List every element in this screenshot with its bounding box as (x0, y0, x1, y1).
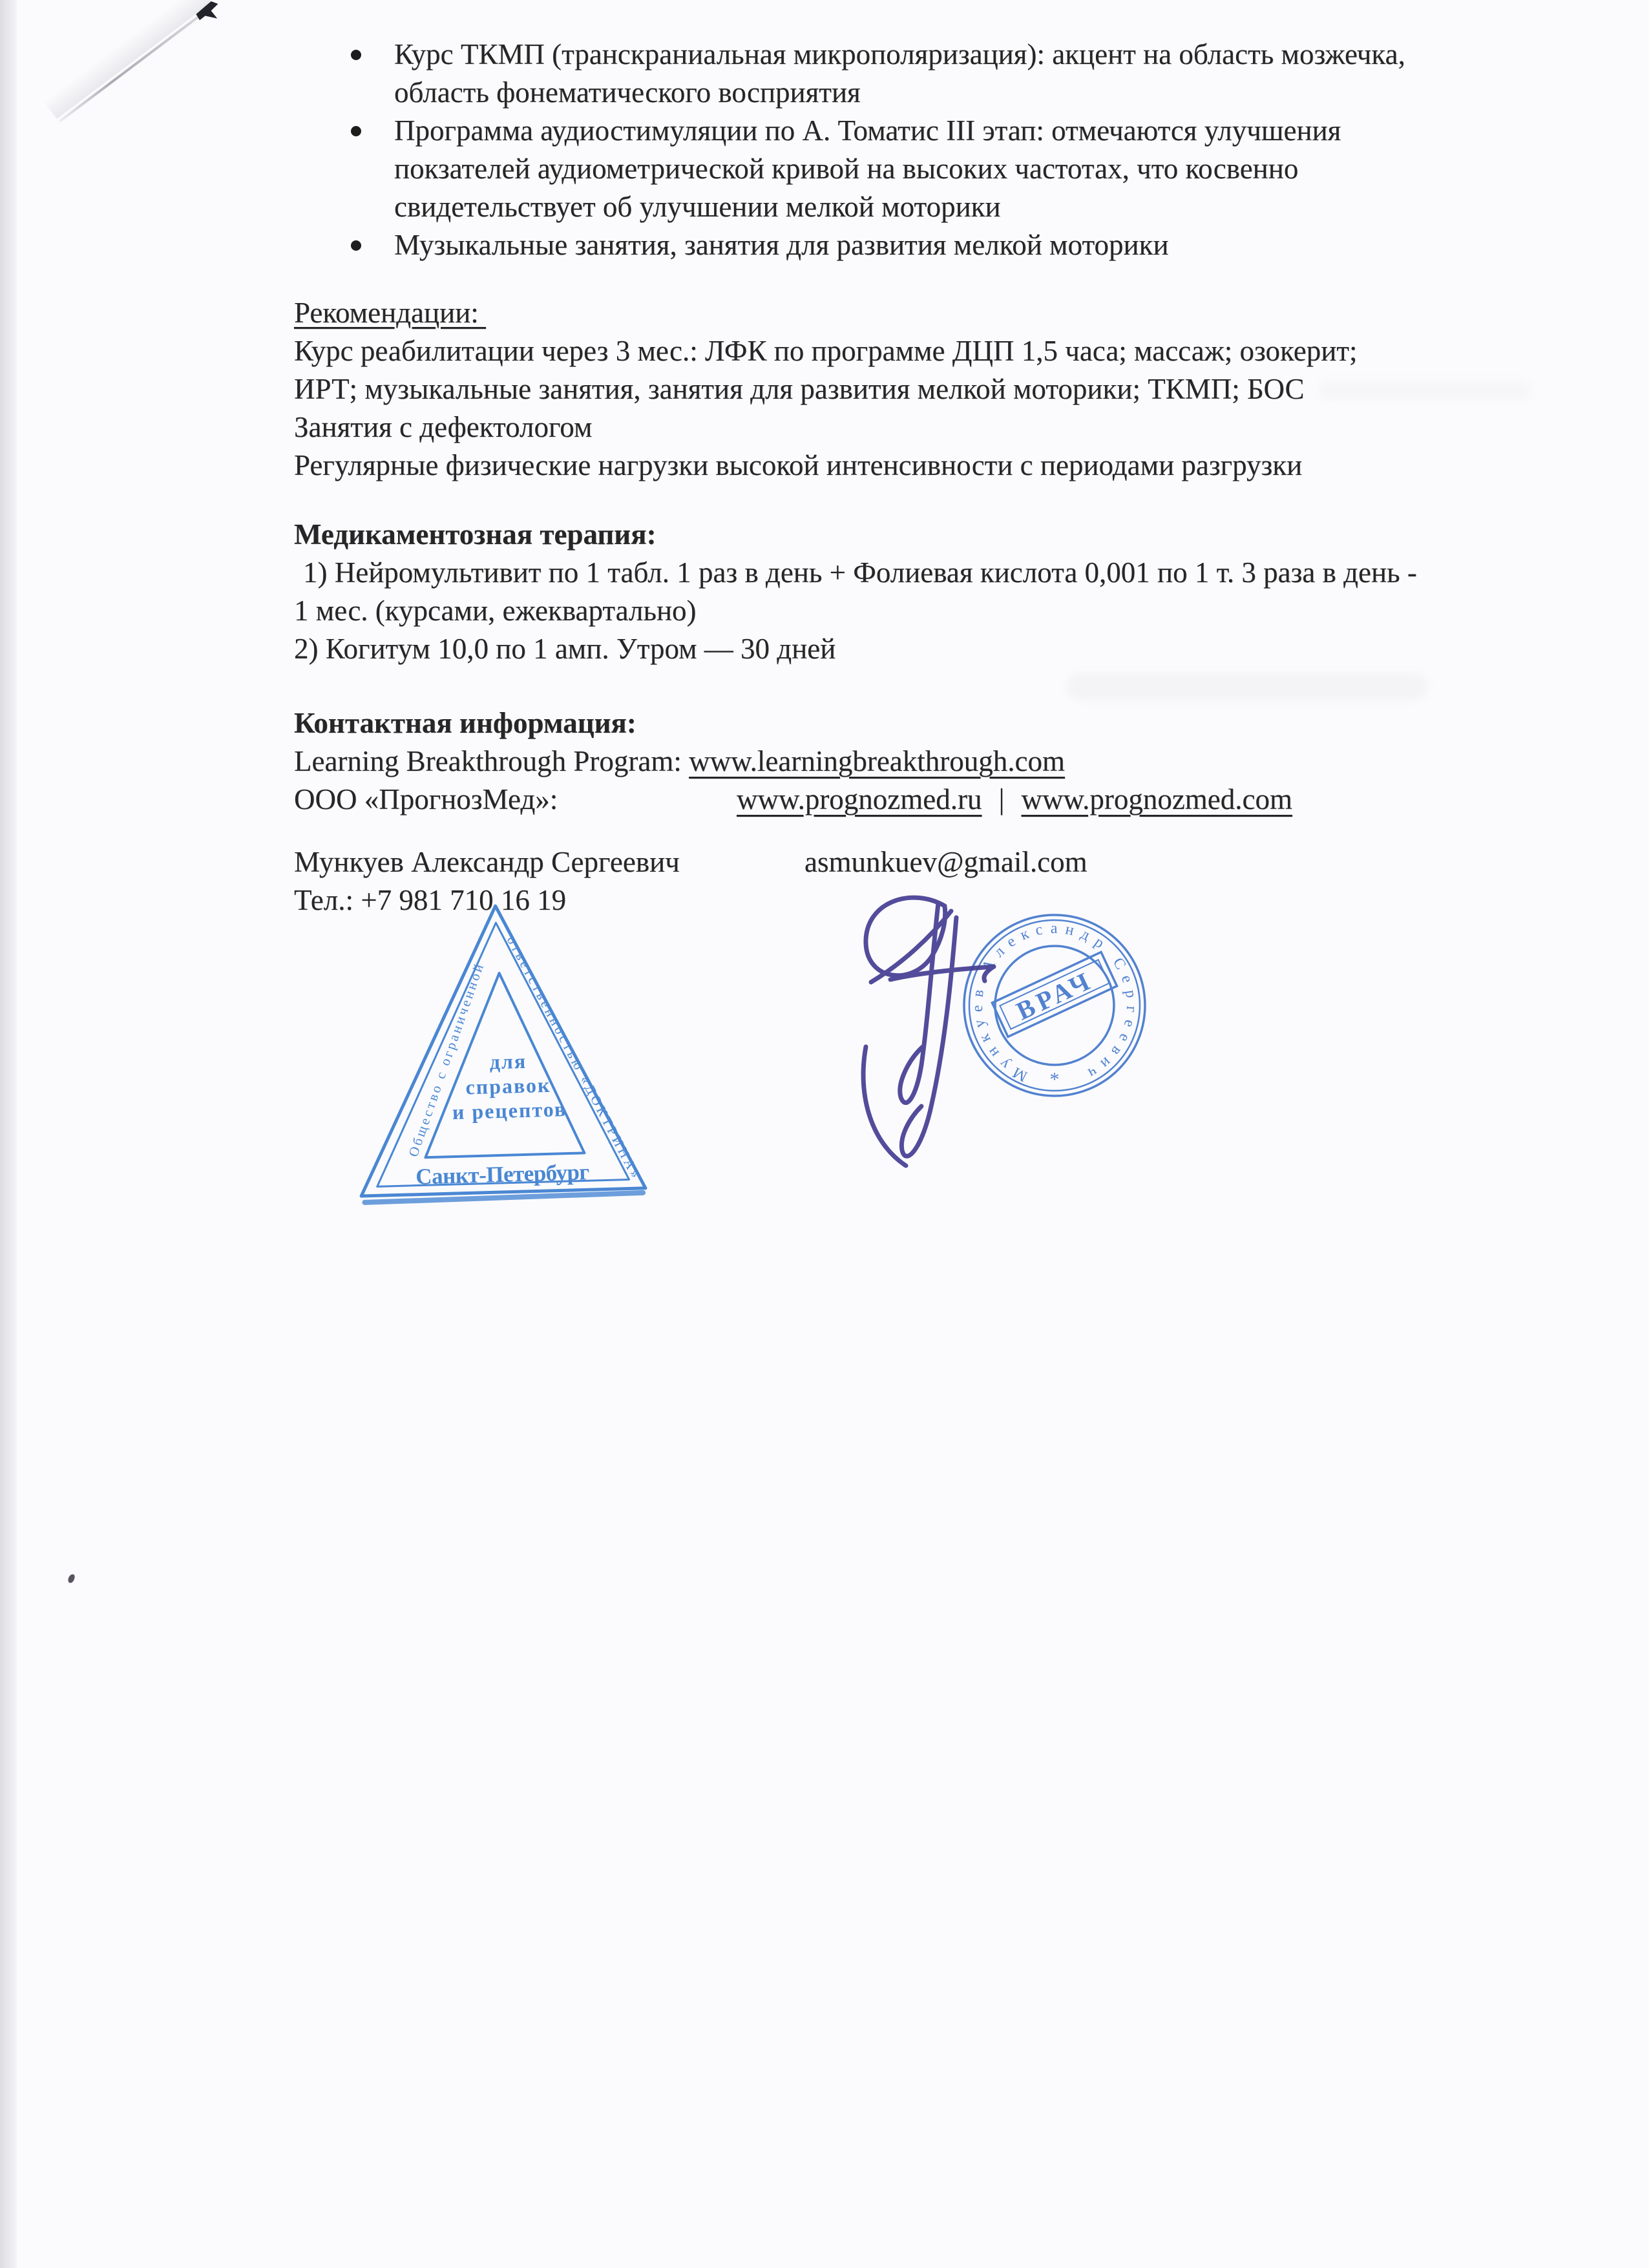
text-line (294, 370, 1599, 408)
heading-text: Рекомендации: (294, 297, 487, 329)
contact-label: Learning Breakthrough Program: (294, 745, 689, 777)
doctor-name-line (294, 843, 1599, 881)
doctor-email: asmunkuev@gmail.com (804, 846, 1087, 878)
text-line (294, 408, 1599, 446)
doctor-signature (834, 884, 1047, 1181)
text: Курс реабилитации через 3 мес.: ЛФК по программе ДЦП 1,5 часа; массаж; озокерит; (294, 335, 1358, 367)
url-separator: | (998, 783, 1005, 815)
contact-line-prognozmed (294, 781, 1599, 819)
lbp-url: www.learningbreakthrough.com (689, 745, 1065, 777)
page-fold-crease-line (59, 7, 211, 123)
vrach-text: ВРАЧ (1011, 965, 1098, 1026)
contact-label: ООО «ПрогнозМед»: (294, 783, 558, 815)
heading-text: Контактная информация: (294, 707, 636, 739)
scan-speck (67, 1573, 76, 1584)
stamp-center-line1: для (489, 1049, 527, 1074)
text: 2) Когитум 10,0 по 1 амп. Утром — 30 дней (294, 633, 836, 665)
spacer (294, 485, 1599, 516)
text-line (294, 332, 1599, 370)
stamp-center-line2: справок (465, 1073, 551, 1099)
triangular-stamp (350, 897, 649, 1207)
bullet-item-line (294, 188, 1599, 226)
bullet-text: Музыкальные занятия, занятия для развития мелкой моторики (394, 229, 1169, 261)
text: ИРТ; музыкальные занятия, занятия для развития мелкой моторики; ТКМП; БОС (294, 373, 1305, 405)
recommendations-heading (294, 294, 1599, 332)
doctor-name: Мункуев Александр Сергеевич (294, 846, 680, 878)
round-stamp-star: * (1049, 1069, 1060, 1090)
medication-heading (294, 516, 1599, 554)
round-stamp-ring-text: Мункуев Александр Сергеевич (969, 919, 1140, 1085)
stamp-city-text: Санкт-Петербург (415, 1159, 591, 1190)
bullet-item-line (294, 150, 1599, 188)
contacts-heading (294, 704, 1599, 742)
spacer (294, 264, 1599, 294)
text-line (294, 446, 1599, 485)
text-line (294, 630, 1599, 668)
text-line (294, 554, 1599, 592)
text: Занятия с дефектологом (294, 411, 593, 443)
text: Регулярные физические нагрузки высокой интенсивности с периодами разгрузки (294, 449, 1303, 481)
bullet-text: Программа аудиостимуляции по А. Томатис III этап: отмечаются улучшения (394, 114, 1341, 147)
stamp-side-left-text: Общество с ограниченной (405, 961, 487, 1159)
doctor-phone: Тел.: +7 981 710 16 19 (294, 884, 567, 916)
spacer (294, 819, 1599, 843)
stamp-outer-border (353, 902, 646, 1196)
document-text (294, 0, 1599, 919)
text: 1 мес. (курсами, ежеквартально) (294, 594, 697, 627)
text: 1) Нейромультивит по 1 табл. 1 раз в день + Фолиевая кислота 0,001 по 1 т. 3 раза в день - (303, 556, 1417, 589)
bullet-text: область фонематического восприятия (394, 76, 861, 109)
bullet-item-line (294, 226, 1599, 264)
scan-left-edge (0, 0, 17, 2268)
bullet-dot-icon (351, 50, 361, 60)
bullet-item-line (294, 36, 1599, 74)
stamp-side-right-text: ответственностью «ДОКТРИНА» (503, 933, 644, 1181)
bullet-item-line (294, 112, 1599, 150)
contact-line-lbp (294, 742, 1599, 781)
bullet-text: Курс ТКМП (транскраниальная микрополяризация): акцент на область мозжечка, (394, 38, 1405, 70)
bullet-text: покзателей аудиометрической кривой на высоких частотах, что косвенно (394, 152, 1299, 185)
heading-text: Медикаментозная терапия: (294, 518, 656, 551)
text-line (294, 592, 1599, 630)
url-column (737, 781, 1292, 819)
bullet-dot-icon (351, 240, 361, 251)
bullet-text: свидетельствует об улучшении мелкой моторики (394, 191, 1001, 223)
page-fold-crease-shadow (44, 0, 212, 119)
prognozmed-com-url: www.prognozmed.com (1021, 783, 1292, 815)
prognozmed-ru-url: www.prognozmed.ru (737, 783, 982, 815)
bullet-item-line (294, 74, 1599, 112)
bullet-dot-icon (351, 126, 361, 136)
stamp-center-line3: и рецептов (452, 1097, 567, 1124)
spacer (294, 668, 1599, 704)
